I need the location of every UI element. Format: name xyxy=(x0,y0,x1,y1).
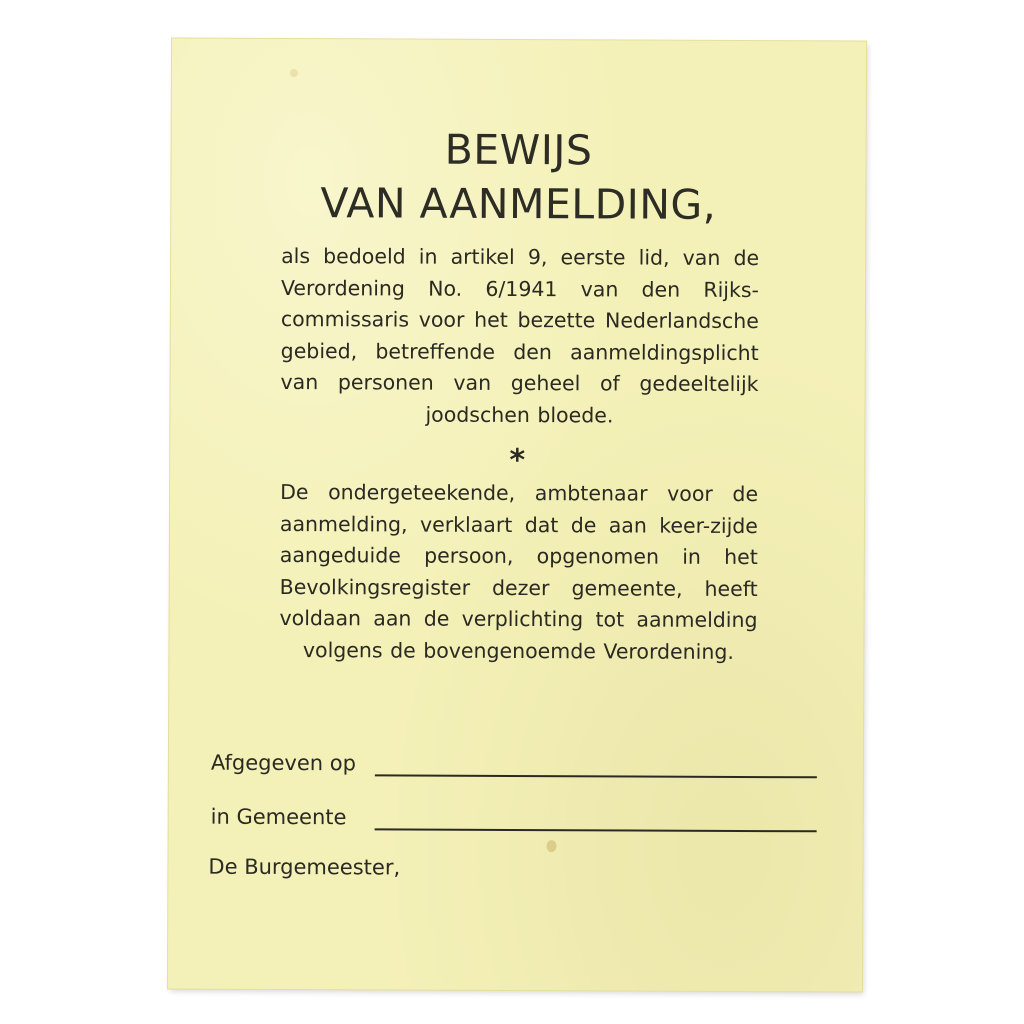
card-title-line1: BEWIJS xyxy=(444,125,593,175)
paper-stain xyxy=(547,840,557,852)
paper-stain xyxy=(290,69,298,77)
declaration-paragraph: De ondergeteekende, ambtenaar voor de aanmelding, verklaart dat de aan keer-zijde aangeduide persoon, opgenomen in het Bevolkingsregister dezer gemeente, heeft voldaan aan de verplichting tot aanmelding volgens de bovengenoemde Verordening. xyxy=(279,479,759,664)
card-title-line2: VAN AANMELDING, xyxy=(320,179,717,229)
asterisk-separator: * xyxy=(509,442,526,479)
municipality-line xyxy=(375,828,817,832)
mayor-label: De Burgemeester, xyxy=(208,854,401,880)
issued-on-label: Afgegeven op xyxy=(210,750,356,776)
issued-on-line xyxy=(375,774,817,778)
municipality-label: in Gemeente xyxy=(210,804,347,830)
legal-reference-paragraph: als bedoeld in artikel 9, eerste lid, van de Verordening No. 6/1941 van den Rijks-commissaris voor het bezette Nederlandsche gebied, betreffende den aanmeldingsplicht van personen van geheel of gedeeltelijk joodschen bloede. xyxy=(280,243,760,427)
registration-card xyxy=(168,38,866,991)
